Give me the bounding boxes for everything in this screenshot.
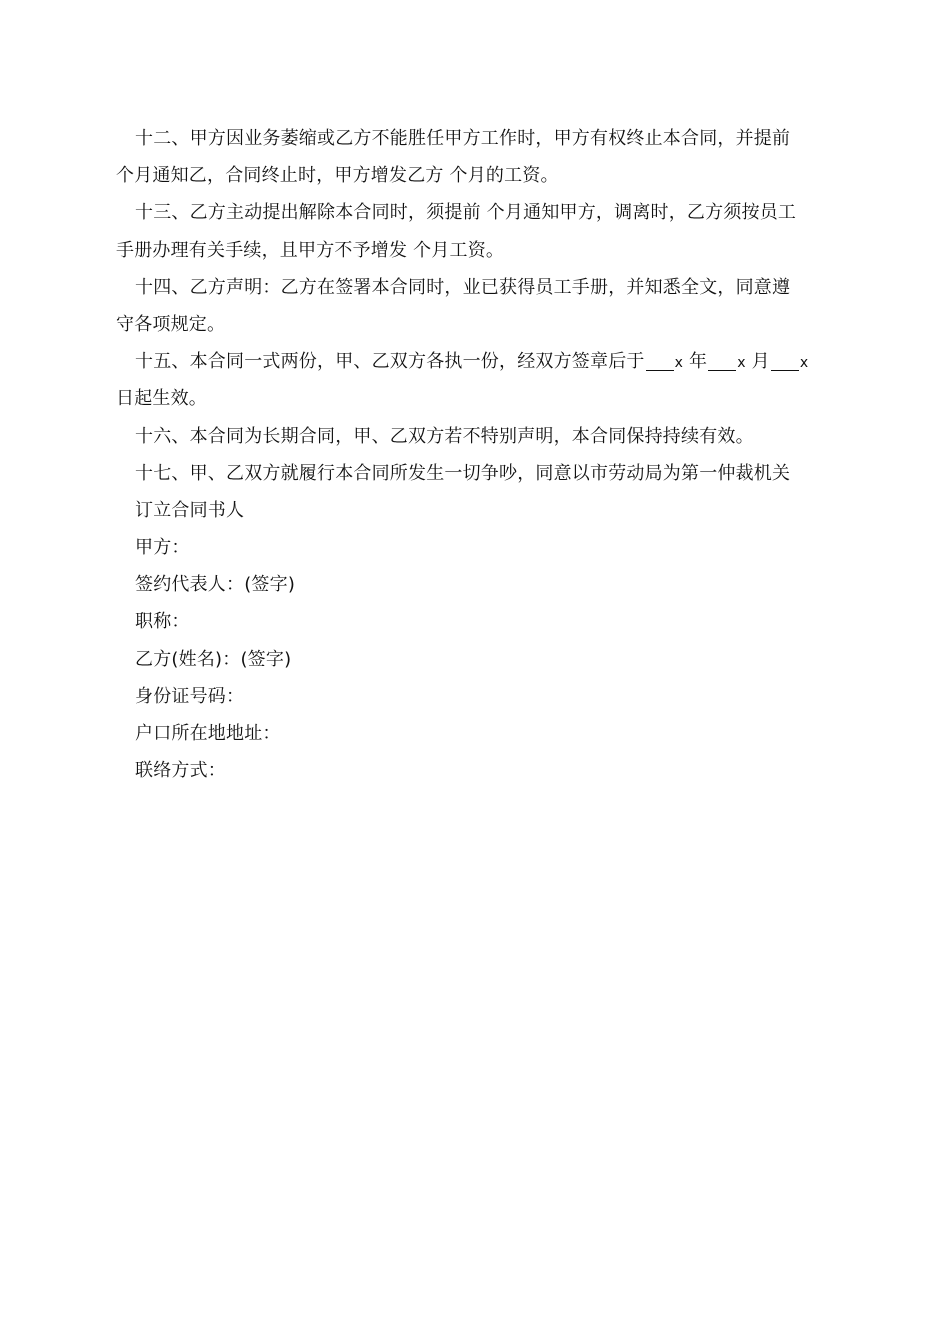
position-label: 职称： bbox=[135, 611, 190, 633]
document-body bbox=[116, 120, 836, 789]
year-placeholder: x bbox=[674, 355, 684, 372]
year-label: 年 bbox=[683, 351, 708, 373]
clause-16-line-1: 十六、本合同为长期合同，甲、乙双方若不特别声明，本合同保持持续有效。 bbox=[135, 425, 754, 447]
month-blank bbox=[708, 352, 736, 371]
month-placeholder: x bbox=[737, 355, 746, 372]
signature-title: 订立合同书人 bbox=[135, 499, 245, 521]
party-b-label: 乙方(姓名)：(签字) bbox=[135, 648, 292, 670]
clause-13-line-2: 手册办理有关手续，且甲方不予增发 个月工资。 bbox=[116, 239, 505, 261]
representative-label: 签约代表人：(签字) bbox=[135, 574, 296, 596]
residence-label: 户口所在地地址： bbox=[135, 723, 281, 744]
year-blank bbox=[646, 352, 674, 371]
clause-17-line-1: 十七、甲、乙双方就履行本合同所发生一切争吵，同意以市劳动局为第一仲裁机关 bbox=[135, 462, 791, 484]
clause-15-line-1 bbox=[116, 343, 836, 380]
clause-12-line-1: 十二、甲方因业务萎缩或乙方不能胜任甲方工作时，甲方有权终止本合同，并提前 bbox=[135, 128, 791, 149]
party-a-label: 甲方： bbox=[135, 537, 190, 559]
clause-14-line-1: 十四、乙方声明：乙方在签署本合同时，业已获得员工手册，并知悉全文，同意遵 bbox=[135, 276, 791, 298]
month-label: 月 bbox=[745, 351, 770, 373]
clause-15-line-2: 日起生效。 bbox=[116, 388, 207, 410]
day-placeholder: x bbox=[799, 355, 809, 372]
clause-14-line-2: 守各项规定。 bbox=[116, 313, 226, 335]
id-number-label: 身份证号码： bbox=[135, 685, 245, 707]
clause-15-prefix: 十五、本合同一式两份，甲、乙双方各执一份，经双方签章后于 bbox=[135, 351, 645, 373]
clause-12-line-2: 个月通知乙，合同终止时，甲方增发乙方 个月的工资。 bbox=[116, 165, 559, 187]
clause-13-line-1: 十三、乙方主动提出解除本合同时，须提前 个月通知甲方，调离时，乙方须按员工 bbox=[135, 202, 797, 224]
contact-label: 联络方式： bbox=[135, 760, 226, 782]
day-blank bbox=[771, 352, 799, 371]
